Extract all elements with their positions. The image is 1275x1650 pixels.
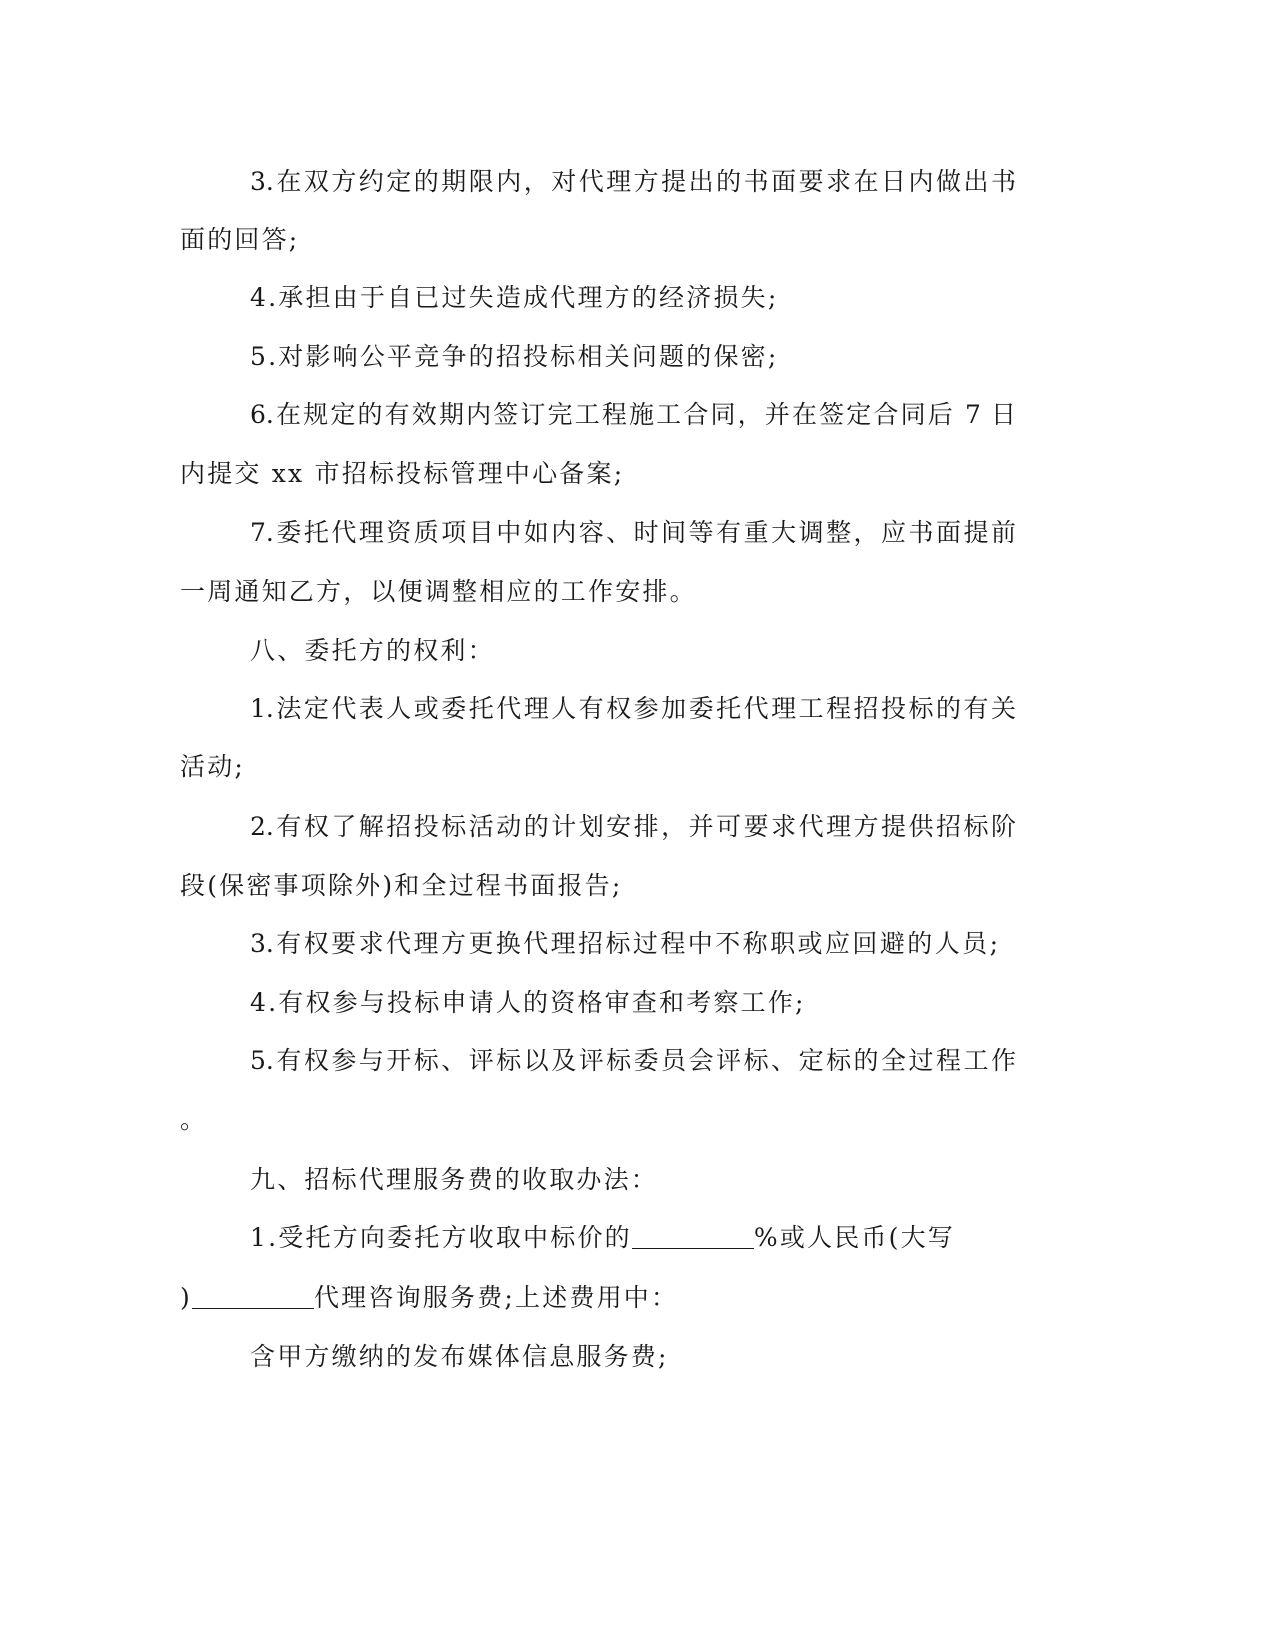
section-heading: 八、委托方的权利： [250, 636, 495, 665]
paragraph-line: 含甲方缴纳的发布媒体信息服务费; [250, 1342, 669, 1371]
paragraph-line: 4.承担由于自已过失造成代理方的经济损失; [250, 283, 779, 312]
fee-line-text: ) [180, 1283, 192, 1312]
paragraph-line: 一周通知乙方，以便调整相应的工作安排。 [180, 577, 697, 606]
fee-line-text: 1.受托方向委托方收取中标价的 [250, 1223, 632, 1252]
paragraph-line: 4.有权参与投标申请人的资格审查和考察工作; [250, 988, 806, 1017]
paragraph-line: 内提交 xx 市招标投标管理中心备案; [180, 459, 625, 488]
paragraph-line: 6.在规定的有效期内签订完工程施工合同，并在签定合同后 7 日 [250, 400, 1016, 429]
paragraph-line: 3.有权要求代理方更换代理招标过程中不称职或应回避的人员; [250, 929, 998, 958]
fee-percent-blank [632, 1224, 754, 1249]
paragraph-line: 段(保密事项除外)和全过程书面报告; [180, 871, 623, 900]
paragraph-line: 5.对影响公平竞争的招投标相关问题的保密; [250, 342, 779, 371]
paragraph-line: 1.法定代表人或委托代理人有权参加委托代理工程招投标的有关 [250, 694, 1016, 723]
paragraph-line: 。 [180, 1105, 208, 1134]
paragraph-line: 2.有权了解招投标活动的计划安排，并可要求代理方提供招标阶 [250, 812, 1016, 841]
fee-line-text: 代理咨询服务费;上述费用中： [313, 1283, 679, 1312]
paragraph-line: 5.有权参与开标、评标以及评标委员会评标、定标的全过程工作 [250, 1046, 1016, 1075]
paragraph-line: 活动; [180, 752, 246, 781]
paragraph-line: 面的回答; [180, 225, 300, 254]
fee-amount-blank [192, 1284, 314, 1309]
section-heading: 九、招标代理服务费的收取办法： [250, 1165, 659, 1194]
paragraph-line: 3.在双方约定的期限内，对代理方提出的书面要求在日内做出书 [250, 167, 1016, 196]
fee-line [250, 1223, 955, 1253]
paragraph-line: 7.委托代理资质项目中如内容、时间等有重大调整，应书面提前 [250, 518, 1016, 547]
fee-line [180, 1283, 678, 1313]
fee-line-text: %或人民币(大写 [753, 1223, 955, 1252]
